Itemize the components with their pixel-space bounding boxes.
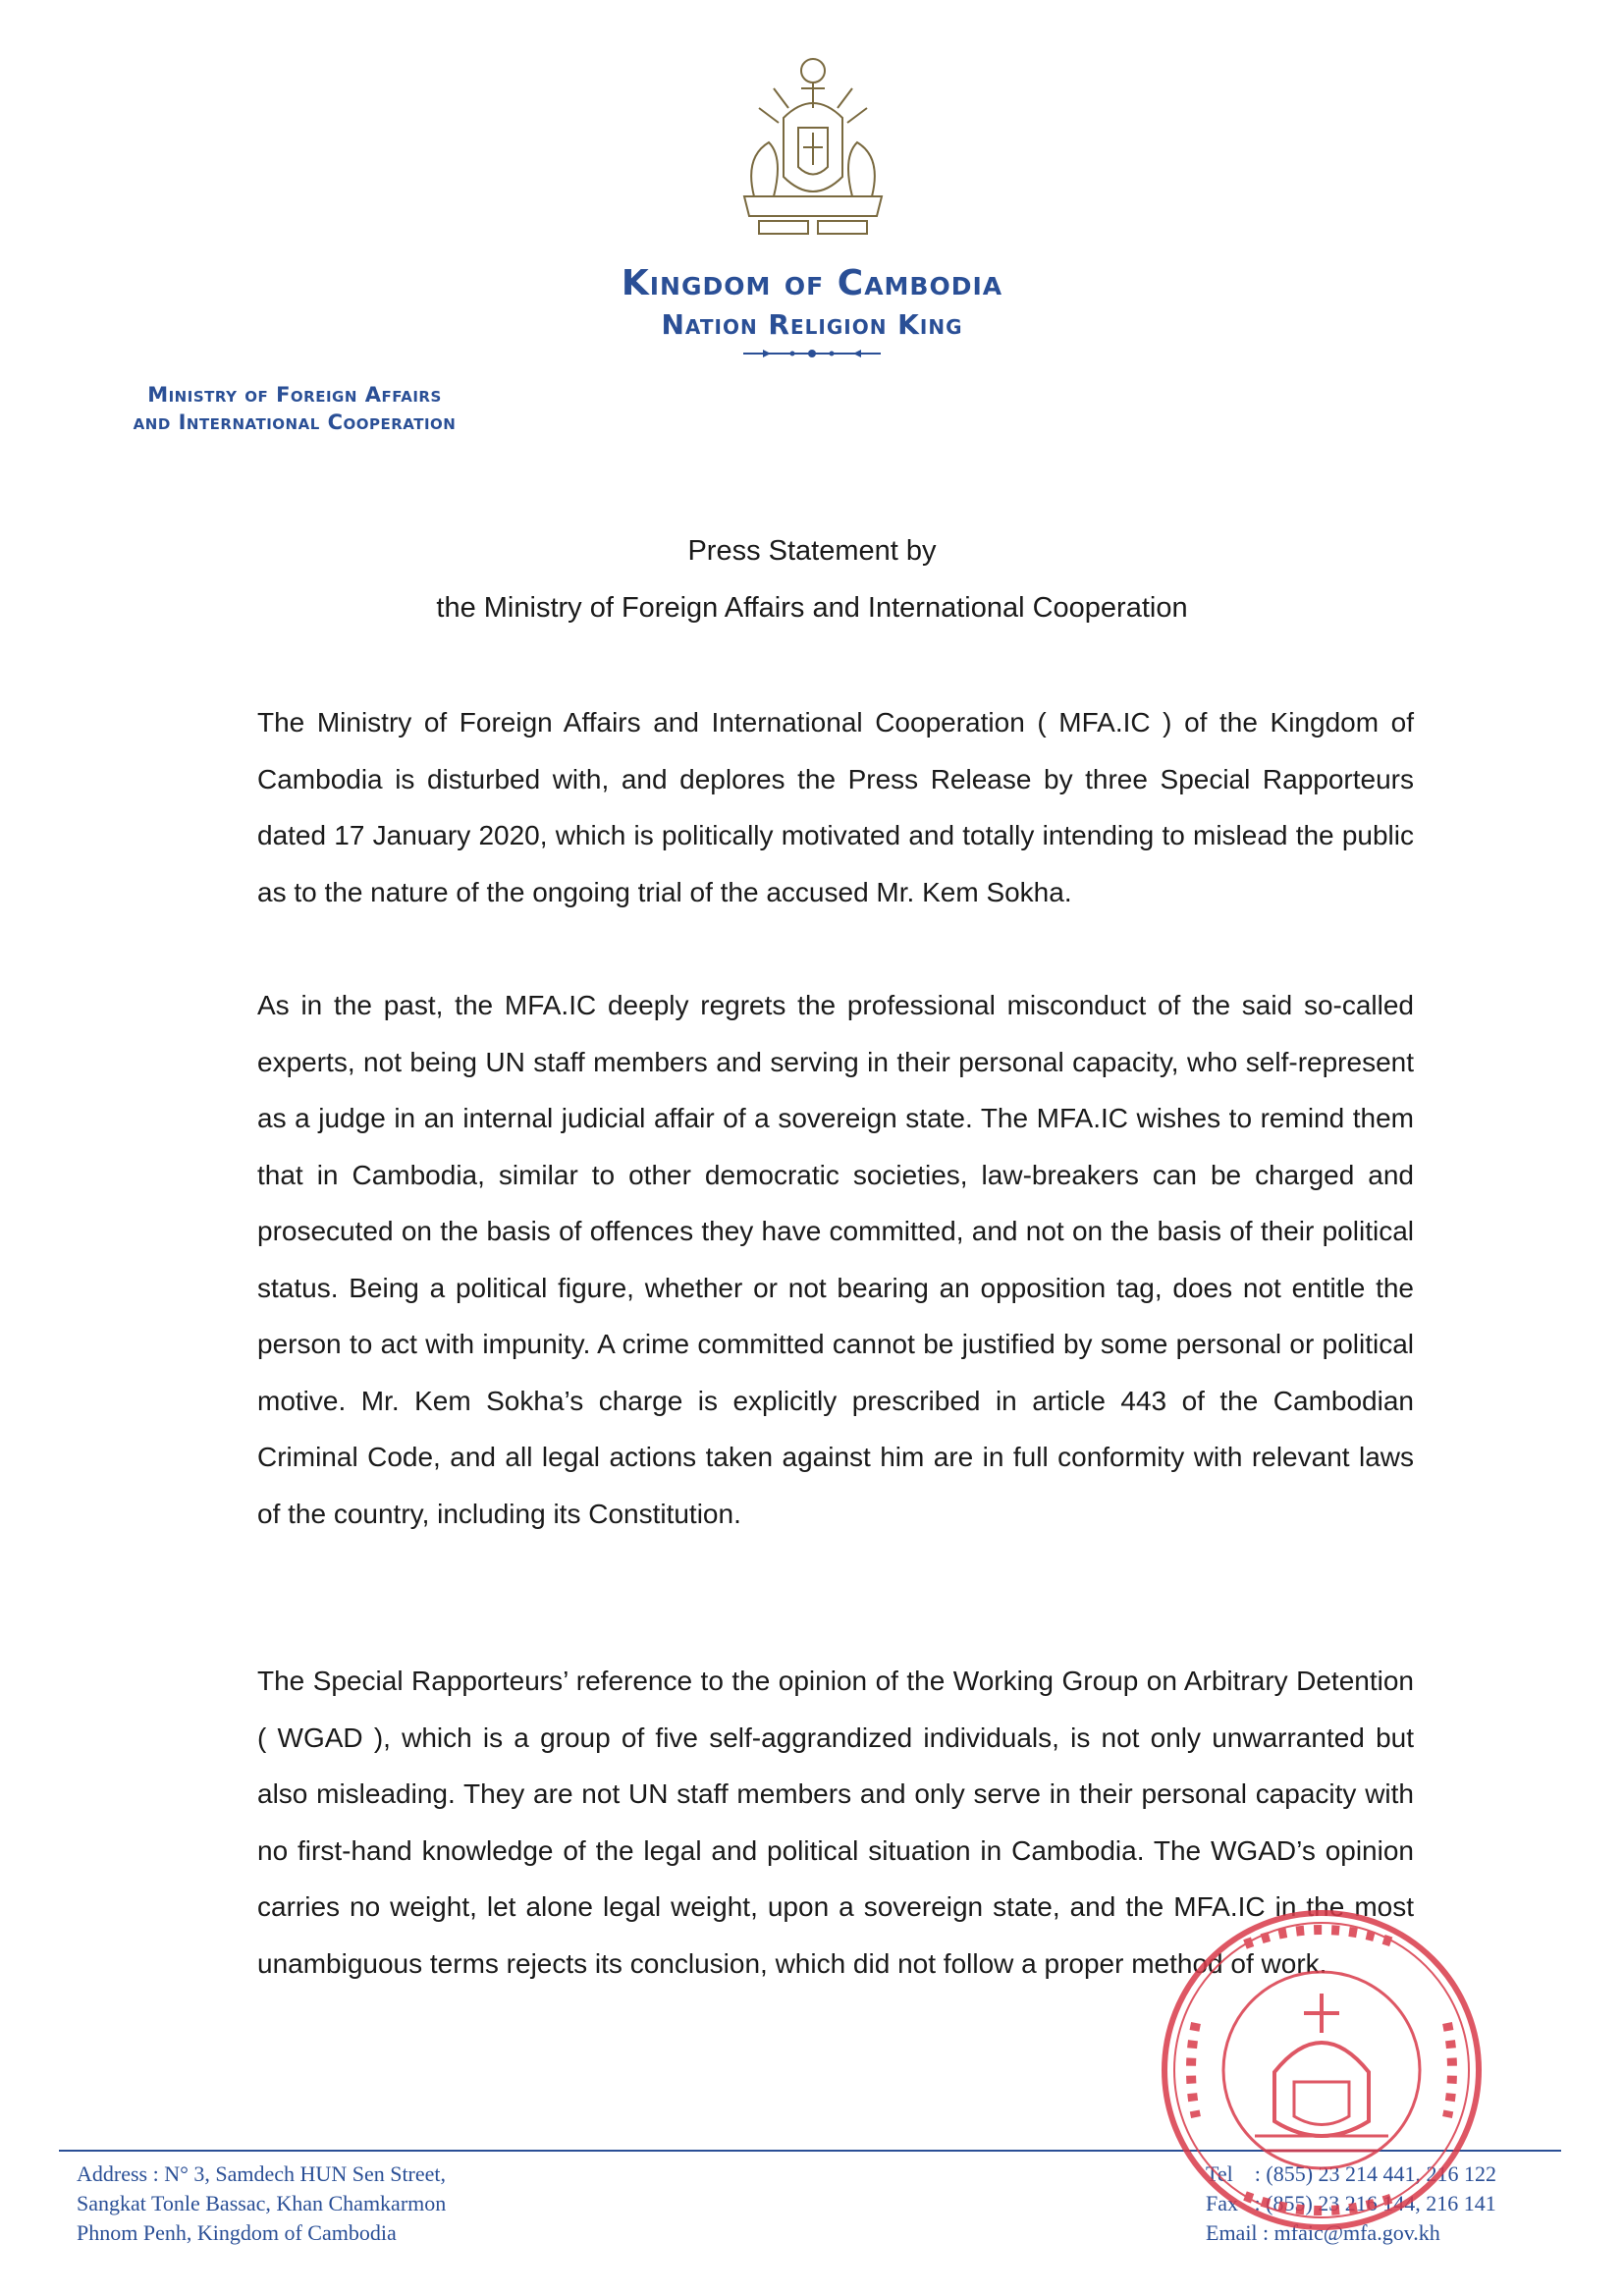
country-title: Kingdom of Cambodia [621, 263, 1003, 303]
fax: Fax : (855) 23 216 144, 216 141 [1206, 2191, 1496, 2215]
statement-paragraph-3: The Special Rapporteurs’ reference to the opinion of the Working Group on Arbitrary Detention ( WGAD ), which is a group of five self-aggrandized individuals, is not only unwarranted but also misleading. They are not UN staff members and only serve in their personal capacity with no first-hand knowledge of the legal and political situation in Cambodia. The WGAD’s opinion carries no weight, let alone legal weight, upon a sovereign state, and the MFA.IC in the most unambiguous terms rejects its conclusion, which did not follow a proper method of work. [257, 1666, 1414, 1979]
statement-title-line2: the Ministry of Foreign Affairs and International Cooperation [436, 592, 1188, 624]
royal-coat-of-arms-icon [715, 49, 911, 246]
statement-paragraph-2: As in the past, the MFA.IC deeply regrets the professional misconduct of the said so-called experts, not being UN staff members and serving in their personal capacity, who self-represent as a judge in an internal judicial affair of a sovereign state. The MFA.IC wishes to remind them that in Cambodia, similar to other democratic societies, law-breakers can be charged and prosecuted on the basis of offences they have committed, and not on the basis of their political status. Being a political figure, whether or not bearing an opposition tag, does not entitle the person to act with impunity. A crime committed cannot be justified by some personal or political motive. Mr. Kem Sokha’s charge is explicitly prescribed in article 443 of the Cambodian Criminal Code, and all legal actions taken against him are in full conformity with relevant laws of the country, including its Constitution. [257, 990, 1414, 1529]
telephone: Tel : (855) 23 214 441, 216 122 [1206, 2161, 1497, 2186]
email: Email : mfaic@mfa.gov.kh [1206, 2220, 1440, 2245]
statement-title-line1: Press Statement by [687, 535, 937, 567]
official-ministry-seal-icon [1157, 1905, 1487, 2235]
statement-paragraph-1: The Ministry of Foreign Affairs and International Cooperation ( MFA.IC ) of the Kingdom of Cambodia is disturbed with, and deplores the Press Release by three Special Rapporteurs dated 17 January 2020, which is politically motivated and totally intending to mislead the public as to the nature of the ongoing trial of the accused Mr. Kem Sokha. [257, 707, 1414, 907]
national-motto: Nation Religion King [661, 308, 963, 341]
ministry-name-line2: and International Cooperation [133, 410, 457, 434]
address-line2: Sangkat Tonle Bassac, Khan Chamkarmon [77, 2191, 447, 2215]
ornament-divider-icon [743, 346, 881, 361]
address-line1: Address : N° 3, Samdech HUN Sen Street, [77, 2161, 447, 2186]
address-line3: Phnom Penh, Kingdom of Cambodia [77, 2220, 397, 2245]
ministry-name-line1: Ministry of Foreign Affairs [147, 383, 442, 407]
